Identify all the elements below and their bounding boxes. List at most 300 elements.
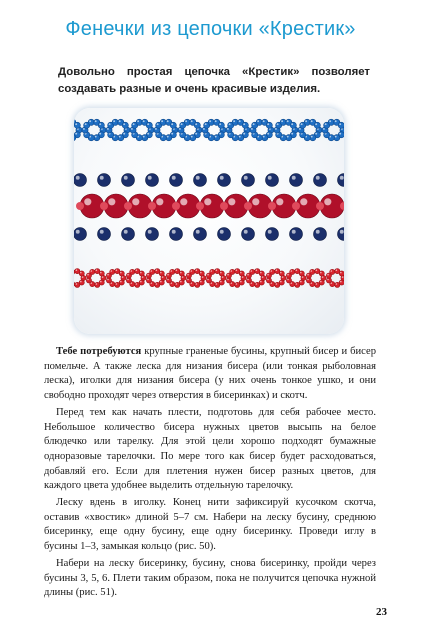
bead-highlight	[116, 283, 118, 285]
bead-highlight	[76, 269, 78, 271]
bead-highlight	[287, 274, 289, 276]
bead-highlight	[195, 123, 197, 125]
red-seed-bead	[299, 271, 304, 276]
bead-highlight	[276, 283, 278, 285]
materials-text: крупные граненые бусины, крупный бисер и бисер помельче. А также леска для низания бисера (или тонкая рыболовная леска), иголки для низания бисера (у них очень тонкое ушко, и они свободно проходят через отверстия в бисеринках) и скотч.	[44, 346, 376, 402]
red-seed-bead	[79, 271, 84, 276]
bead-highlight	[243, 123, 245, 125]
bead-highlight	[244, 230, 248, 234]
bead-highlight	[156, 269, 158, 271]
bead-highlight	[203, 128, 205, 130]
bead-highlight	[251, 270, 253, 272]
bead-highlight	[340, 176, 344, 180]
bead-highlight	[311, 120, 313, 122]
red-seed-bead	[90, 269, 95, 274]
red-seed-bead	[186, 278, 191, 283]
red-seed-bead	[170, 269, 175, 274]
bead-highlight	[253, 123, 255, 125]
bead-highlight	[157, 123, 159, 125]
red-seed-bead	[175, 282, 180, 287]
bead-highlight	[231, 270, 233, 272]
bead-highlight	[263, 136, 265, 138]
bead-highlight	[87, 279, 89, 281]
bead-highlight	[296, 283, 298, 285]
bead-highlight	[204, 198, 211, 205]
red-seed-bead	[199, 271, 204, 276]
bead-highlight	[300, 272, 302, 274]
red-seed-bead	[319, 271, 324, 276]
bead-highlight	[196, 283, 198, 285]
bead-highlight	[181, 123, 183, 125]
bead-highlight	[160, 281, 162, 283]
bead-highlight	[167, 279, 169, 281]
red-seed-bead	[219, 271, 224, 276]
navy-bead	[218, 228, 231, 241]
bead-highlight	[120, 281, 122, 283]
bead-highlight	[268, 176, 272, 180]
bead-highlight	[276, 198, 283, 205]
red-seed-bead	[195, 282, 200, 287]
navy-bead	[74, 174, 87, 187]
bead-highlight	[124, 230, 128, 234]
bead-highlight	[325, 123, 327, 125]
bead-highlight	[291, 133, 293, 135]
navy-bead	[266, 228, 279, 241]
bead-highlight	[119, 136, 121, 138]
bead-highlight	[176, 269, 178, 271]
bead-highlight	[180, 272, 182, 274]
bead-highlight	[96, 283, 98, 285]
red-seed-bead	[196, 202, 204, 210]
bead-highlight	[205, 123, 207, 125]
navy-bead	[242, 228, 255, 241]
bead-highlight	[300, 198, 307, 205]
bead-highlight	[119, 120, 121, 122]
bead-highlight	[222, 276, 224, 278]
bead-highlight	[307, 274, 309, 276]
bead-highlight	[251, 128, 253, 130]
bead-highlight	[182, 276, 184, 278]
bead-highlight	[123, 133, 125, 135]
bead-highlight	[220, 281, 222, 283]
red-seed-bead	[155, 282, 160, 287]
bead-highlight	[256, 283, 258, 285]
bead-highlight	[260, 272, 262, 274]
page-number: 23	[376, 606, 387, 618]
bead-highlight	[155, 128, 157, 130]
bead-highlight	[156, 283, 158, 285]
bead-highlight	[84, 198, 91, 205]
bead-highlight	[161, 120, 163, 122]
red-seed-bead	[119, 271, 124, 276]
bead-highlight	[113, 120, 115, 122]
bead-highlight	[80, 272, 82, 274]
bead-highlight	[136, 269, 138, 271]
bead-highlight	[242, 276, 244, 278]
blue-seed-bead	[98, 122, 104, 128]
bead-highlight	[75, 123, 77, 125]
navy-bead	[122, 174, 135, 187]
navy-bead	[242, 174, 255, 187]
bead-highlight	[100, 281, 102, 283]
red-seed-bead	[139, 271, 144, 276]
bead-highlight	[167, 274, 169, 276]
bead-highlight	[227, 279, 229, 281]
bead-highlight	[96, 269, 98, 271]
body-text	[44, 345, 376, 601]
bead-highlight	[267, 279, 269, 281]
red-seed-bead	[215, 282, 220, 287]
red-seed-bead	[115, 282, 120, 287]
navy-bead	[290, 174, 303, 187]
bead-highlight	[132, 198, 139, 205]
bead-highlight	[95, 120, 97, 122]
bead-highlight	[202, 276, 204, 278]
bead-highlight	[262, 276, 264, 278]
bead-highlight	[340, 272, 342, 274]
bead-highlight	[172, 176, 176, 180]
red-seed-bead	[246, 278, 251, 283]
red-seed-bead	[135, 282, 140, 287]
bead-highlight	[291, 123, 293, 125]
bead-highlight	[147, 279, 149, 281]
bead-highlight	[147, 123, 149, 125]
red-seed-bead	[146, 278, 151, 283]
bead-highlight	[219, 133, 221, 135]
bead-highlight	[116, 269, 118, 271]
bead-highlight	[263, 120, 265, 122]
red-seed-bead	[130, 269, 135, 274]
bead-highlight	[191, 270, 193, 272]
red-seed-bead	[316, 202, 324, 210]
bead-highlight	[209, 120, 211, 122]
navy-bead	[122, 228, 135, 241]
red-seed-bead	[172, 202, 180, 210]
blue-seed-bead	[122, 122, 128, 128]
bead-highlight	[162, 276, 164, 278]
navy-bead	[194, 228, 207, 241]
bead-highlight	[127, 274, 129, 276]
bead-highlight	[247, 279, 249, 281]
bead-highlight	[220, 272, 222, 274]
bead-highlight	[267, 274, 269, 276]
bead-highlight	[291, 270, 293, 272]
bead-highlight	[240, 272, 242, 274]
bead-highlight	[227, 128, 229, 130]
blue-seed-bead	[266, 122, 272, 128]
red-seed-bead	[99, 271, 104, 276]
red-seed-bead	[166, 278, 171, 283]
blue-seed-bead	[338, 122, 344, 128]
bead-highlight	[143, 120, 145, 122]
bead-highlight	[277, 123, 279, 125]
bead-highlight	[233, 120, 235, 122]
red-seed-bead	[335, 282, 340, 287]
red-seed-bead	[235, 282, 240, 287]
red-seed-bead	[268, 202, 276, 210]
bead-highlight	[142, 276, 144, 278]
bead-highlight	[287, 279, 289, 281]
bead-highlight	[172, 230, 176, 234]
bead-highlight	[243, 133, 245, 135]
bead-highlight	[239, 136, 241, 138]
red-seed-bead	[110, 269, 115, 274]
bead-highlight	[236, 269, 238, 271]
bead-highlight	[137, 120, 139, 122]
red-seed-bead	[290, 269, 295, 274]
bead-highlight	[160, 272, 162, 274]
bead-highlight	[276, 269, 278, 271]
bead-highlight	[196, 176, 200, 180]
bead-highlight	[257, 120, 259, 122]
bead-highlight	[200, 281, 202, 283]
bead-highlight	[99, 133, 101, 135]
bead-highlight	[185, 120, 187, 122]
navy-bead	[146, 228, 159, 241]
red-seed-bead	[159, 271, 164, 276]
bead-highlight	[324, 198, 331, 205]
bead-highlight	[122, 276, 124, 278]
bead-highlight	[292, 176, 296, 180]
bead-highlight	[275, 128, 277, 130]
red-seed-bead	[190, 269, 195, 274]
bead-highlight	[316, 269, 318, 271]
bead-highlight	[176, 283, 178, 285]
red-seed-bead	[279, 271, 284, 276]
materials-heading: Тебе потребуются	[56, 346, 142, 357]
bead-highlight	[227, 274, 229, 276]
bead-highlight	[340, 281, 342, 283]
bead-highlight	[329, 120, 331, 122]
bead-highlight	[302, 276, 304, 278]
red-seed-bead	[75, 282, 80, 287]
red-seed-bead	[100, 202, 108, 210]
bead-highlight	[191, 120, 193, 122]
bead-highlight	[147, 133, 149, 135]
bead-highlight	[148, 230, 152, 234]
bead-highlight	[331, 270, 333, 272]
bead-highlight	[316, 230, 320, 234]
red-seed-bead	[210, 269, 215, 274]
bead-highlight	[107, 128, 109, 130]
red-seed-bead	[339, 271, 344, 276]
navy-bead	[290, 228, 303, 241]
bead-highlight	[136, 283, 138, 285]
red-seed-bead	[124, 202, 132, 210]
bead-highlight	[292, 230, 296, 234]
red-seed-bead	[179, 271, 184, 276]
red-seed-bead	[292, 202, 300, 210]
bead-highlight	[100, 176, 104, 180]
bead-highlight	[187, 274, 189, 276]
red-seed-bead	[259, 271, 264, 276]
red-seed-bead	[306, 278, 311, 283]
bead-highlight	[320, 281, 322, 283]
bead-highlight	[143, 136, 145, 138]
bead-highlight	[99, 123, 101, 125]
bead-highlight	[108, 198, 115, 205]
bead-highlight	[280, 281, 282, 283]
bead-highlight	[140, 272, 142, 274]
bead-highlight	[335, 120, 337, 122]
bead-highlight	[271, 270, 273, 272]
bead-highlight	[287, 136, 289, 138]
bead-highlight	[107, 279, 109, 281]
bead-highlight	[151, 270, 153, 272]
bead-highlight	[171, 133, 173, 135]
bead-highlight	[76, 230, 80, 234]
lead-paragraph: Довольно простая цепочка «Крестик» позволяет создавать разные и очень красивые изделия.	[58, 66, 370, 95]
bead-highlight	[216, 283, 218, 285]
bead-highlight	[171, 123, 173, 125]
red-seed-bead	[230, 269, 235, 274]
bead-highlight	[316, 283, 318, 285]
bead-highlight	[252, 198, 259, 205]
bead-highlight	[147, 274, 149, 276]
navy-bead	[98, 228, 111, 241]
bead-highlight	[220, 176, 224, 180]
bead-highlight	[240, 281, 242, 283]
red-seed-bead	[310, 269, 315, 274]
bead-highlight	[219, 123, 221, 125]
bead-highlight	[267, 133, 269, 135]
bead-highlight	[260, 281, 262, 283]
bead-highlight	[191, 136, 193, 138]
bead-highlight	[123, 123, 125, 125]
bead-highlight	[133, 123, 135, 125]
blue-seed-bead	[290, 122, 296, 128]
bead-highlight	[180, 281, 182, 283]
bead-highlight	[236, 283, 238, 285]
bead-highlight	[301, 123, 303, 125]
navy-bead	[194, 174, 207, 187]
bead-highlight	[187, 279, 189, 281]
red-seed-bead	[295, 282, 300, 287]
bead-highlight	[76, 283, 78, 285]
bead-highlight	[85, 123, 87, 125]
bead-highlight	[340, 230, 344, 234]
navy-bead	[170, 174, 183, 187]
bead-highlight	[282, 276, 284, 278]
bead-highlight	[179, 128, 181, 130]
blue-seed-bead	[242, 122, 248, 128]
bead-highlight	[244, 176, 248, 180]
bead-highlight	[315, 133, 317, 135]
bead-highlight	[280, 272, 282, 274]
red-seed-bead	[275, 282, 280, 287]
navy-bead	[266, 174, 279, 187]
red-seed-bead	[76, 202, 84, 210]
red-seed-bead	[270, 269, 275, 274]
bead-highlight	[323, 128, 325, 130]
navy-bead	[218, 174, 231, 187]
bead-highlight	[342, 276, 344, 278]
bead-highlight	[196, 230, 200, 234]
bead-highlight	[339, 133, 341, 135]
bead-highlight	[216, 269, 218, 271]
bead-highlight	[124, 176, 128, 180]
bead-highlight	[131, 270, 133, 272]
bead-highlight	[207, 279, 209, 281]
bead-highlight	[95, 136, 97, 138]
bracelets-illustration	[74, 108, 344, 334]
bead-highlight	[327, 274, 329, 276]
bead-highlight	[200, 272, 202, 274]
red-seed-bead	[226, 278, 231, 283]
bead-highlight	[316, 176, 320, 180]
bead-highlight	[82, 276, 84, 278]
red-seed-bead	[266, 278, 271, 283]
bead-highlight	[87, 274, 89, 276]
bead-highlight	[140, 281, 142, 283]
red-seed-bead	[250, 269, 255, 274]
bead-highlight	[207, 274, 209, 276]
red-seed-bead	[148, 202, 156, 210]
bead-highlight	[239, 120, 241, 122]
navy-bead	[314, 228, 327, 241]
bead-highlight	[171, 270, 173, 272]
bead-highlight	[268, 230, 272, 234]
bead-highlight	[228, 198, 235, 205]
bead-highlight	[336, 269, 338, 271]
bead-highlight	[107, 274, 109, 276]
navy-bead	[170, 228, 183, 241]
bead-highlight	[180, 198, 187, 205]
paragraph-materials	[44, 345, 376, 404]
bead-highlight	[75, 133, 77, 135]
navy-bead	[338, 174, 345, 187]
bracelets-photo	[74, 108, 344, 334]
bead-highlight	[267, 123, 269, 125]
bead-highlight	[256, 269, 258, 271]
blue-seed-bead	[314, 122, 320, 128]
red-seed-bead	[330, 269, 335, 274]
red-seed-bead	[106, 278, 111, 283]
bead-highlight	[100, 230, 104, 234]
red-seed-bead	[86, 278, 91, 283]
red-seed-bead	[206, 278, 211, 283]
red-seed-bead	[126, 278, 131, 283]
bead-highlight	[211, 270, 213, 272]
bead-highlight	[296, 269, 298, 271]
blue-seed-bead	[170, 122, 176, 128]
bead-highlight	[315, 123, 317, 125]
red-seed-bead	[95, 282, 100, 287]
bead-highlight	[215, 136, 217, 138]
blue-seed-bead	[146, 122, 152, 128]
bead-highlight	[336, 283, 338, 285]
bead-highlight	[327, 279, 329, 281]
bead-highlight	[287, 120, 289, 122]
red-seed-bead	[315, 282, 320, 287]
bead-highlight	[76, 176, 80, 180]
bead-highlight	[167, 136, 169, 138]
bead-highlight	[281, 120, 283, 122]
navy-bead	[74, 228, 87, 241]
bead-highlight	[307, 279, 309, 281]
bead-highlight	[195, 133, 197, 135]
bead-highlight	[131, 128, 133, 130]
blue-seed-bead	[194, 122, 200, 128]
bead-highlight	[320, 272, 322, 274]
bead-highlight	[167, 120, 169, 122]
bead-highlight	[89, 120, 91, 122]
bead-highlight	[127, 279, 129, 281]
bead-highlight	[156, 198, 163, 205]
bead-highlight	[220, 230, 224, 234]
red-seed-bead	[220, 202, 228, 210]
page-title: Фенечки из цепочки «Крестик»	[65, 18, 356, 40]
